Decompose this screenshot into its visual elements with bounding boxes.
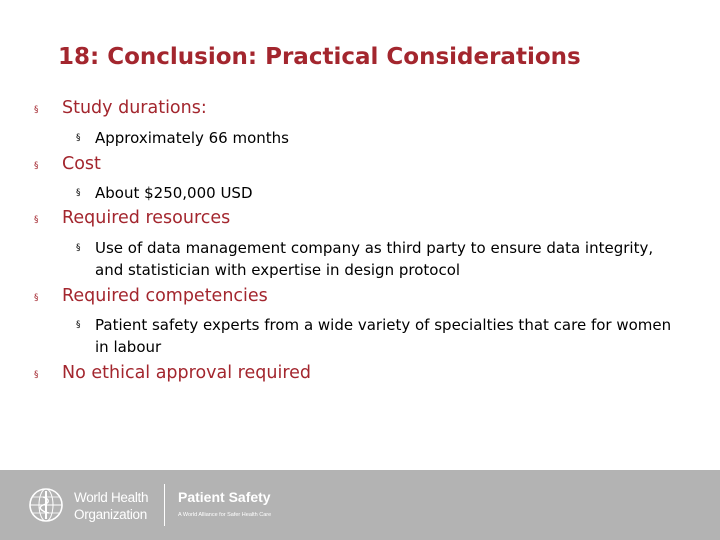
bullet-marker: § xyxy=(34,370,39,380)
bullet-marker: § xyxy=(34,105,39,115)
footer-divider xyxy=(164,484,165,526)
bullet-heading: Cost xyxy=(62,154,101,174)
sub-bullet-text: Use of data management company as third party to ensure data integrity, and statistician with expertise in design protocol xyxy=(95,239,654,279)
bullet-heading: Required competencies xyxy=(62,286,268,306)
who-emblem-icon xyxy=(28,487,64,523)
slide-title: 18: Conclusion: Practical Considerations xyxy=(58,44,581,70)
who-name-line1: World Health xyxy=(74,490,149,505)
patient-safety-subtitle: A World Alliance for Safer Health Care xyxy=(178,512,272,518)
bullet-heading: No ethical approval required xyxy=(62,363,311,383)
bullet-marker: § xyxy=(76,243,81,253)
bullet-marker: § xyxy=(34,293,39,303)
bullet-heading: Study durations: xyxy=(62,98,207,118)
bullet-marker: § xyxy=(34,215,39,225)
sub-bullet-text: About $250,000 USD xyxy=(95,184,253,202)
bullet-marker: § xyxy=(76,188,81,198)
bullet-heading: Required resources xyxy=(62,208,231,228)
footer-bar xyxy=(0,470,720,540)
sub-bullet-text: Patient safety experts from a wide variety of specialties that care for women in labour xyxy=(95,316,672,356)
bullet-marker: § xyxy=(34,161,39,171)
bullet-marker: § xyxy=(76,133,81,143)
sub-bullet-text: Approximately 66 months xyxy=(95,129,289,147)
patient-safety-title: Patient Safety xyxy=(178,489,271,505)
who-name-line2: Organization xyxy=(74,507,147,522)
who-wordmark xyxy=(74,489,148,523)
bullet-marker: § xyxy=(76,320,81,330)
